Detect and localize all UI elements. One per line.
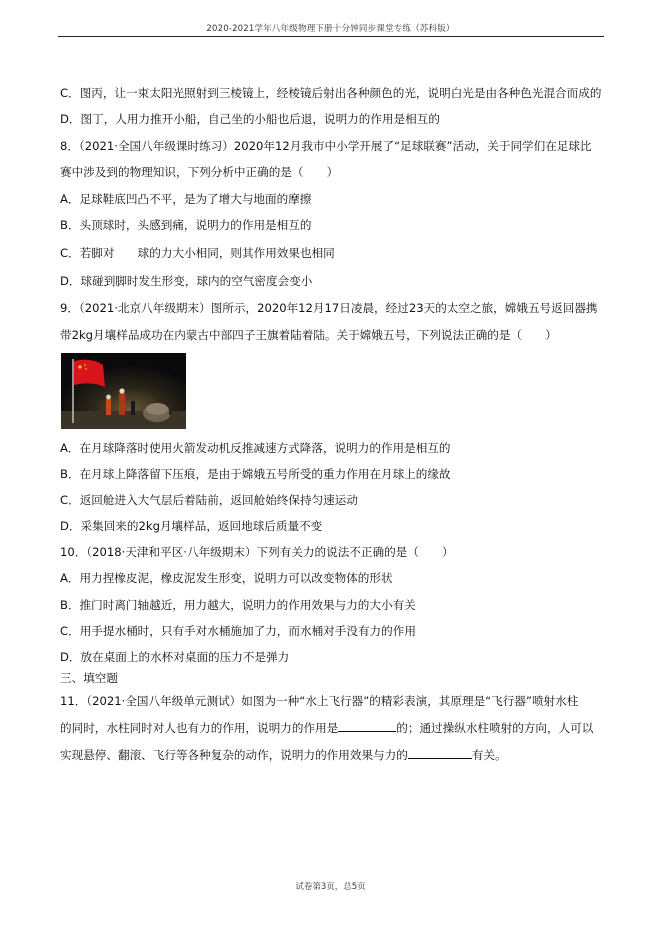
section-heading-fill-in: 三、填空题 [60,671,118,685]
question-11-text-3a: 实现悬停、翻滚、飞行等各种复杂的动作，说明力的作用效果与力的 [60,748,408,762]
question-10-option-a: A．用力捏橡皮泥，橡皮泥发生形变，说明力可以改变物体的形状 [60,571,393,585]
question-10-stem: 10．（2018·天津和平区·八年级期末）下列有关力的说法不正确的是（ ） [60,545,454,559]
landing-site-photo [61,353,186,429]
question-11-stem-line3 [60,746,507,763]
header-divider [58,36,604,37]
question-8-option-c: C．若脚对 球的力大小相同，则其作用效果也相同 [60,246,335,260]
question-10-option-b: B．推门时离门轴越近，用力越大，说明力的作用效果与力的大小有关 [60,598,416,612]
question-9-option-a: A．在月球降落时使用火箭发动机反推减速方式降落，说明力的作用是相互的 [60,441,451,455]
question-8-stem-line2: 赛中涉及到的物理知识，下列分析中正确的是（ ） [60,165,339,179]
question-11-text-3b: 有关。 [471,748,507,762]
question-11-stem-line2 [60,719,593,736]
answer-blank-1[interactable] [338,719,396,732]
question-11-stem-line1: 11．（2021·全国八年级单元测试）如图为一种“水上飞行器”的精彩表演，其原理是“飞行器”喷射水柱 [60,694,579,708]
page-footer: 试卷第3页，总5页 [295,882,366,892]
question-9-option-c: C．返回舱进入大气层后着陆前，返回舱始终保持匀速运动 [60,493,358,507]
question-8-option-a: A．足球鞋底凹凸不平，是为了增大与地面的摩擦 [60,192,312,206]
question-7-option-d: D．图丁，人用力推开小船，自己坐的小船也后退，说明力的作用是相互的 [60,112,440,126]
question-9-stem-line1: 9．（2021·北京八年级期末）图所示，2020年12月17日凌晨，经过23天的太空之旅，嫦娥五号返回器携 [60,301,598,315]
question-11-text-2b: 的；通过操纵水柱喷射的方向，人可以 [396,721,594,735]
question-9-option-d: D．采集回来的2kg月壤样品，返回地球后质量不变 [60,519,323,533]
page-header: 2020-2021学年八年级物理下册十分钟同步课堂专练（苏科版） [206,24,455,34]
question-8-option-d: D．球碰到脚时发生形变，球内的空气密度会变小 [60,274,313,288]
question-8-option-b: B．头顶球时，头感到痛，说明力的作用是相互的 [60,218,312,232]
question-9-option-b: B．在月球上降落留下压痕，是由于嫦娥五号所受的重力作用在月球上的缘故 [60,467,451,481]
answer-blank-2[interactable] [408,746,472,759]
question-10-option-d: D．放在桌面上的水杯对桌面的压力不是弹力 [60,650,290,664]
question-9-stem-line2: 带2kg月壤样品成功在内蒙古中部四子王旗着陆着陆。关于嫦娥五号，下列说法正确的是（ ） [60,328,557,342]
question-8-stem-line1: 8．（2021·全国八年级课时练习）2020年12月我市中小学开展了“足球联赛”活动，关于同学们在足球比 [60,139,592,153]
question-10-option-c: C．用手提水桶时，只有手对水桶施加了力，而水桶对手没有力的作用 [60,624,416,638]
question-7-option-c: C．图丙，让一束太阳光照射到三棱镜上，经棱镜后射出各种颜色的光，说明白光是由各种色光混合而成的 [60,86,602,100]
question-11-text-2a: 的同时，水柱同时对人也有力的作用，说明力的作用是 [60,721,339,735]
